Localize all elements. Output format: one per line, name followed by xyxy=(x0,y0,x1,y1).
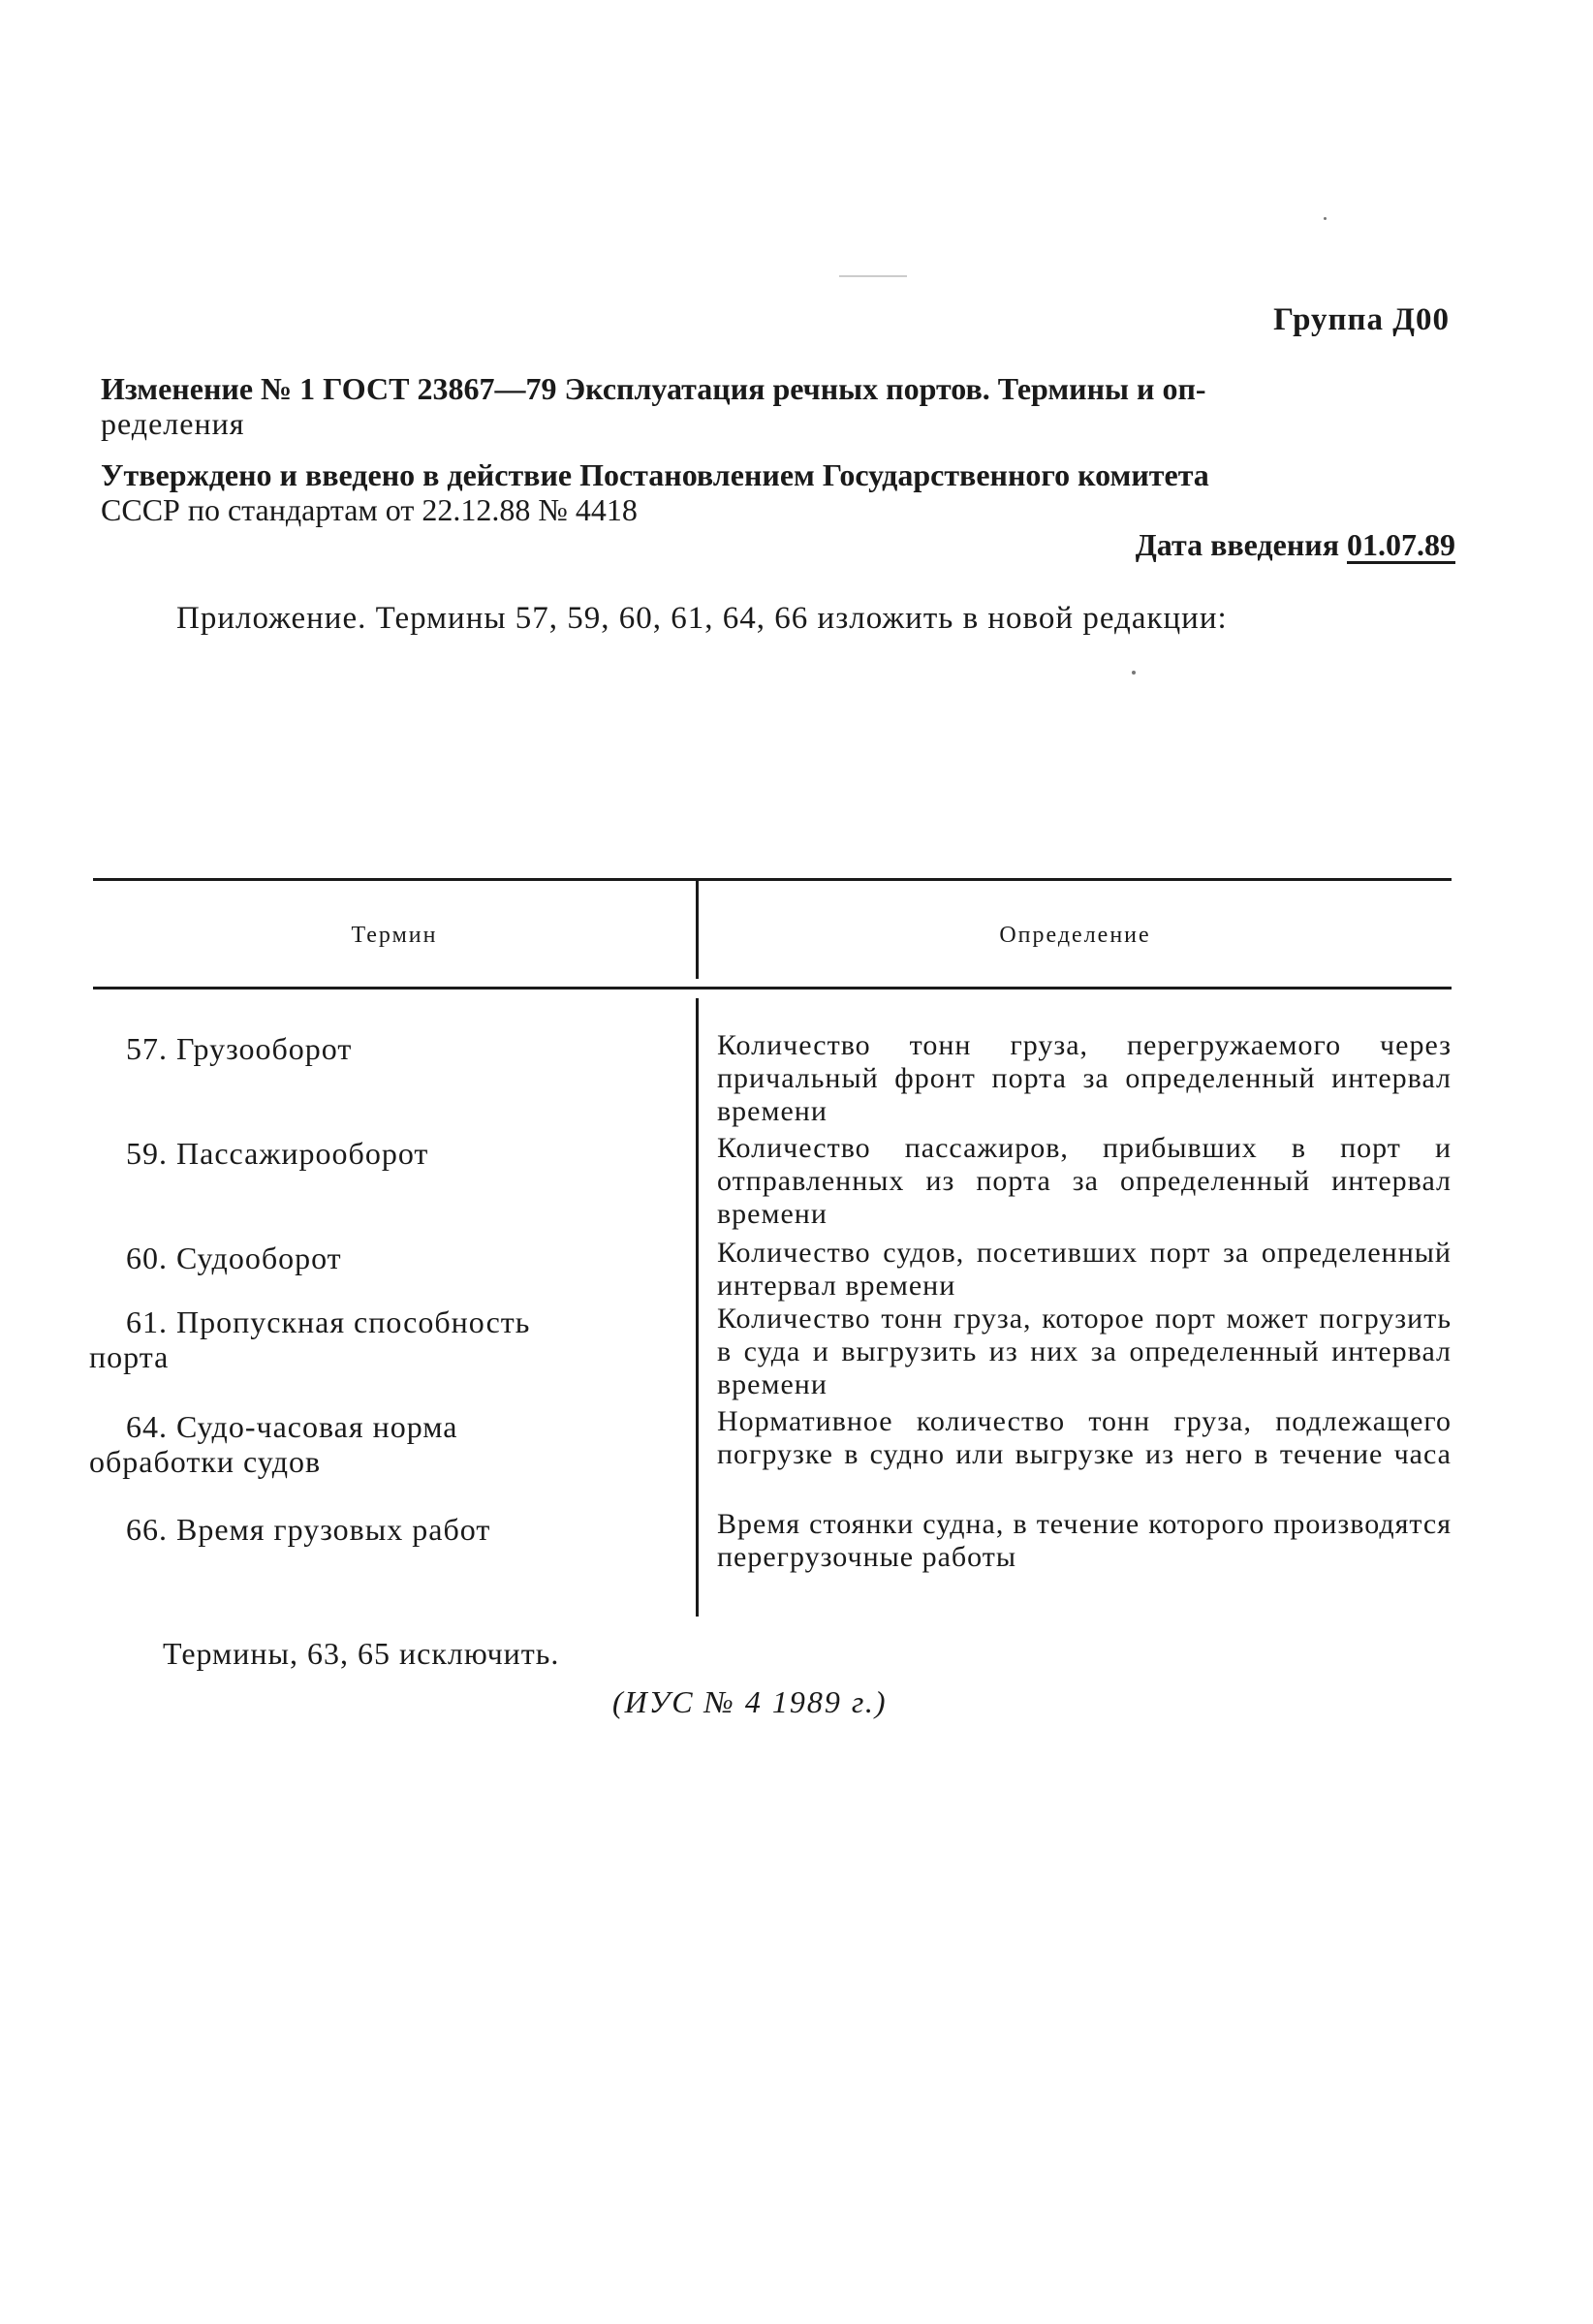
excluded-terms-note: Термины, 63, 65 исключить. xyxy=(163,1636,560,1671)
amendment-title xyxy=(101,371,1457,441)
column-header-definition: Определение xyxy=(999,923,1151,948)
table-row-term xyxy=(89,1241,612,1275)
term-text-cont: обработки судов xyxy=(89,1444,322,1479)
introduction-date-label: Дата введения xyxy=(1135,527,1339,562)
term-text-cont: порта xyxy=(89,1339,170,1374)
column-header-term: Термин xyxy=(351,923,438,948)
term-text: 61. Пропускная способность xyxy=(126,1304,531,1339)
table-column-divider xyxy=(696,998,699,1617)
table-row-definition: Количество тонн груза, которое порт может погрузить в суда и выгрузить из них за определенный интервал времени xyxy=(717,1303,1452,1400)
table-row-definition: Количество тонн груза, перегружаемого через причальный фронт порта за определенный интервал времени xyxy=(717,1029,1452,1127)
table-row-definition: Время стоянки судна, в течение которого производятся перегрузочные работы xyxy=(717,1508,1452,1573)
term-text: 60. Судооборот xyxy=(126,1241,342,1275)
term-text: 64. Судо-часовая норма xyxy=(126,1409,458,1444)
approval-line: Утверждено и введено в действие Постановлением Государственного комитета xyxy=(101,457,1209,492)
scan-speck xyxy=(1132,671,1136,675)
approval-cont: СССР по стандартам от 22.12.88 № 4418 xyxy=(101,492,638,527)
approval-statement xyxy=(101,457,1457,527)
introduction-date xyxy=(1136,527,1455,563)
group-label: Группа Д00 xyxy=(1273,302,1450,337)
table-row-definition: Нормативное количество тонн груза, подлежащего погрузке в судно или выгрузке из него в течение часа xyxy=(717,1405,1452,1470)
scan-speck xyxy=(1324,217,1327,220)
source-reference: (ИУС № 4 1989 г.) xyxy=(612,1684,888,1719)
table-row-term xyxy=(89,1136,612,1171)
scan-speck xyxy=(839,275,907,277)
term-text: 59. Пассажирооборот xyxy=(126,1136,429,1171)
table-row-definition: Количество судов, посетивших порт за определенный интервал времени xyxy=(717,1237,1452,1302)
amendment-title-cont: ределения xyxy=(101,406,245,441)
table-top-rule xyxy=(93,878,1452,881)
appendix-text: Приложение. Термины 57, 59, 60, 61, 64, 66 изложить в новой редакции: xyxy=(176,601,1228,636)
term-text: 57. Грузооборот xyxy=(126,1031,353,1066)
amendment-title-line: Изменение № 1 ГОСТ 23867—79 Эксплуатация речных портов. Термины и оп- xyxy=(101,371,1206,406)
table-row-term xyxy=(89,1512,612,1547)
table-row-term xyxy=(89,1031,612,1066)
table-row-definition: Количество пассажиров, прибывших в порт и отправленных из порта за определенный интервал времени xyxy=(717,1132,1452,1230)
table-row-term xyxy=(89,1409,612,1479)
introduction-date-value: 01.07.89 xyxy=(1347,527,1455,562)
term-text: 66. Время грузовых работ xyxy=(126,1512,491,1547)
table-row-term xyxy=(89,1304,612,1374)
table-header-rule xyxy=(93,987,1452,989)
